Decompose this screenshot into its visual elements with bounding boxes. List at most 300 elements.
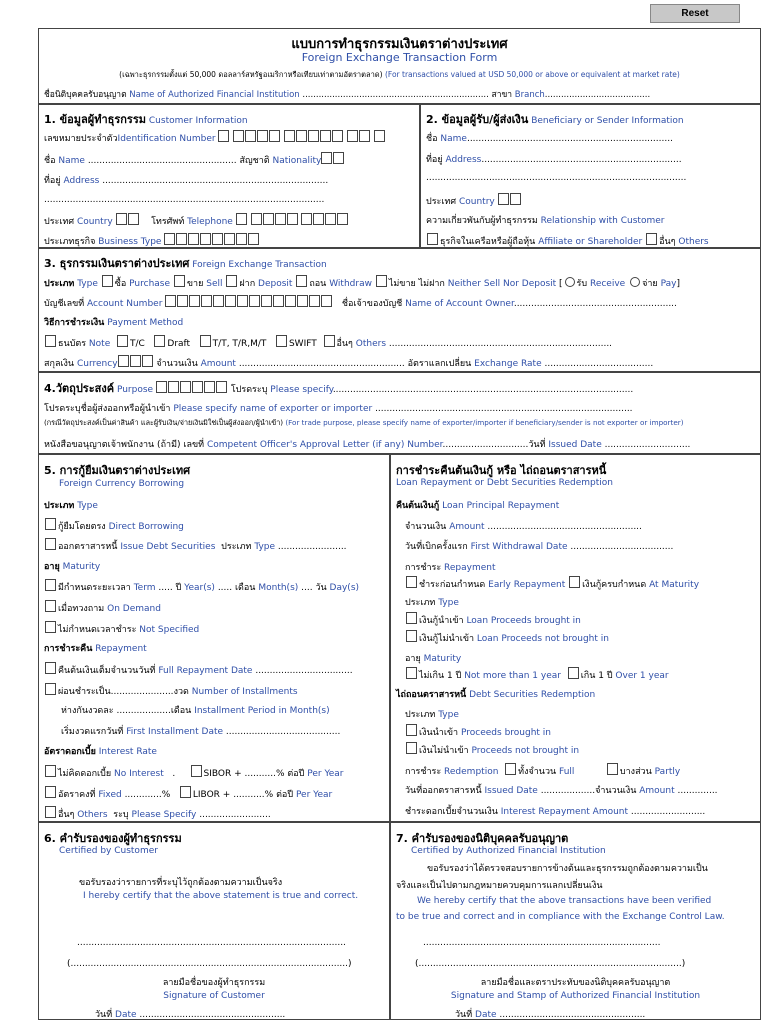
label-text: SWIFT xyxy=(288,339,317,349)
repayment-label xyxy=(44,641,147,655)
label-text: เริ่มงวดแรกวันที่ xyxy=(61,727,124,737)
label-text: ที่อยู่ xyxy=(44,176,61,186)
label-text: 2. ข้อมูลผู้รับ/ผู้ส่งเงิน xyxy=(426,113,529,126)
section-7-title: 7. คำรับรองของนิติบุคคลรับอนุญาต xyxy=(396,832,569,845)
customer-name-line[interactable]: (.................................................................................................) xyxy=(67,959,352,969)
digit-box[interactable] xyxy=(188,233,199,245)
label-text: อื่นๆ xyxy=(659,237,676,247)
label-text: Account Number xyxy=(87,299,163,309)
digit-box[interactable] xyxy=(233,130,244,142)
beneficiary-address-field[interactable]: ที่อยู่ Address...................................................................... xyxy=(426,155,682,165)
label-text: เงินกู้นำเข้า xyxy=(419,616,464,626)
label-text: อื่นๆ xyxy=(58,810,75,820)
digit-box[interactable] xyxy=(374,130,385,142)
debt-redemption-label xyxy=(396,687,595,701)
digit-box[interactable] xyxy=(333,152,344,164)
digit-box[interactable] xyxy=(200,233,211,245)
section-purpose xyxy=(38,372,761,454)
section-fx-transaction xyxy=(38,248,761,372)
label-text: ไม่กำหนดเวลาชำระ xyxy=(58,625,137,635)
digit-box[interactable] xyxy=(332,130,343,142)
checkbox[interactable] xyxy=(45,683,56,695)
label-text: รับ xyxy=(576,279,588,289)
label-text: Please specify xyxy=(270,385,333,395)
digit-box[interactable] xyxy=(275,213,286,225)
section-beneficiary-info xyxy=(420,104,761,248)
checkbox[interactable] xyxy=(406,630,417,642)
label-text: Maturity xyxy=(62,562,101,572)
interest-other-option[interactable]: อื่นๆ Others ระบุ Please Specify ......................... xyxy=(44,806,271,821)
affiliate-checkbox[interactable] xyxy=(427,233,438,245)
label-text: Direct Borrowing xyxy=(108,522,184,532)
beneficiary-address-line2[interactable]: ........................................................................................... xyxy=(426,173,687,183)
radio-button[interactable] xyxy=(630,277,640,287)
label-text: เดือน xyxy=(170,706,192,716)
institution-signature-label-en: Signature and Stamp of Authorized Financial Institution xyxy=(450,991,701,1001)
label-text: Branch xyxy=(514,90,545,100)
label-text: Number of Installments xyxy=(191,687,298,697)
customer-signature-label-th: ลายมือชื่อของผู้ทำธุรกรรม xyxy=(162,978,266,988)
form-title-en: Foreign Exchange Transaction Form xyxy=(301,51,498,64)
term-option[interactable]: มีกำหนดระยะเวลา Term ..... ปี Year(s) ..... เดือน Month(s) .... วัน Day(s) xyxy=(44,579,359,594)
label-text: Purpose xyxy=(116,385,154,395)
purpose-field[interactable]: 4.วัตถุประสงค์ Purpose โปรดระบุ Please specify......................................................................................................... xyxy=(44,382,634,395)
first-installment-field[interactable]: เริ่มงวดแรกวันที่ First Installment Date ........................................ xyxy=(61,727,341,737)
direct-borrowing-option[interactable] xyxy=(44,518,184,533)
label-text: เมื่อทวงถาม xyxy=(58,604,105,614)
label-text: First Withdrawal Date xyxy=(470,542,568,552)
reset-button[interactable]: Reset xyxy=(650,4,740,23)
label-text: Day(s) xyxy=(329,583,360,593)
label-text: Customer Information xyxy=(148,116,248,126)
digit-box[interactable] xyxy=(142,355,153,367)
label-text: อัตราแลกเปลี่ยน xyxy=(407,359,472,369)
label-text: ชื่อ xyxy=(426,134,438,144)
label-text: No Interest xyxy=(113,769,164,779)
checkbox[interactable] xyxy=(276,335,287,347)
label-text: Relationship with Customer xyxy=(540,216,665,226)
label-text: Proceeds brought in xyxy=(461,728,551,738)
checkbox[interactable] xyxy=(406,576,417,588)
institution-statement-en-1: We hereby certify that the above transactions have been verified xyxy=(417,896,712,906)
label-text: Repayment xyxy=(95,644,147,654)
label-text: ซื้อ xyxy=(114,279,127,289)
section-6-title-en: Certified by Customer xyxy=(59,846,158,856)
maturity-label xyxy=(44,559,100,573)
label-text: Fixed xyxy=(98,790,122,800)
label-text: Proceeds not brought in xyxy=(471,746,580,756)
on-demand-option[interactable] xyxy=(44,600,161,615)
checkbox[interactable] xyxy=(191,765,202,777)
label-text: Type xyxy=(438,598,459,608)
digit-box[interactable] xyxy=(236,233,247,245)
digit-box[interactable] xyxy=(498,193,509,205)
label-text: ประเภท xyxy=(221,542,252,552)
label-text: ขาย xyxy=(186,279,204,289)
digit-box[interactable] xyxy=(308,130,319,142)
digit-box[interactable] xyxy=(347,130,358,142)
label-text: ธนบัตร xyxy=(58,339,87,349)
label-text: ชำระดอกเบี้ยจำนวนเงิน xyxy=(405,807,498,817)
digit-box[interactable] xyxy=(224,233,235,245)
label-text: ชื่อนิติบุคคลรับอนุญาต xyxy=(44,90,127,100)
label-text: ธุรกิจในเครือหรือผู้ถือหุ้น xyxy=(440,237,536,247)
customer-signature-line[interactable]: .............................................................................................. xyxy=(77,938,346,948)
section-5-title: 5. การกู้ยืมเงินตราต่างประเทศ xyxy=(44,464,191,477)
issued-date-amount-field[interactable]: วันที่ออกตราสารหนี้ Issued Date ...................จำนวนเงิน Amount .............. xyxy=(405,786,718,796)
label-text: ฝาก xyxy=(239,279,256,289)
label-text: T/C xyxy=(129,339,145,349)
relationship-label xyxy=(426,213,664,227)
label-text: Competent Officer's Approval Letter (if any) Number xyxy=(206,440,443,450)
label-text: % ต่อปี xyxy=(275,769,305,779)
label-text: Per Year xyxy=(295,790,333,800)
business-type-field[interactable] xyxy=(44,233,260,248)
digit-box[interactable] xyxy=(248,233,259,245)
digit-box[interactable] xyxy=(285,295,296,307)
form-header xyxy=(38,28,761,104)
digit-box[interactable] xyxy=(213,295,224,307)
checkbox[interactable] xyxy=(45,538,56,550)
checkbox[interactable] xyxy=(607,763,618,775)
borrowing-type-label xyxy=(44,498,98,512)
label-text: Others xyxy=(355,339,387,349)
label-text: อัตราคงที่ xyxy=(58,790,96,800)
label-text: Per Year xyxy=(307,769,344,779)
label-text: Date xyxy=(115,1010,137,1020)
label-text: Loan Proceeds not brought in xyxy=(476,634,609,644)
checkbox[interactable] xyxy=(45,765,56,777)
label-text: Sell xyxy=(206,279,223,289)
label-text: จำนวนเงิน xyxy=(405,522,447,532)
digit-box[interactable] xyxy=(309,295,320,307)
label-text: Draft xyxy=(167,339,191,349)
payment-method-label xyxy=(44,315,183,329)
label-text: Not more than 1 year xyxy=(464,671,561,681)
digit-box[interactable] xyxy=(297,295,308,307)
customer-address-field[interactable]: ที่อยู่ Address ............................................................................... xyxy=(44,176,329,186)
label-text: จำนวนเงิน xyxy=(595,786,637,796)
digit-box[interactable] xyxy=(225,295,236,307)
label-text: กู้ยืมโดยตรง xyxy=(58,522,106,532)
label-text: เงินนำเข้า xyxy=(419,728,459,738)
checkbox[interactable] xyxy=(117,335,128,347)
label-text: Over 1 year xyxy=(615,671,669,681)
id-number-field[interactable] xyxy=(44,130,386,145)
digit-box[interactable] xyxy=(269,130,280,142)
digit-box[interactable] xyxy=(189,295,200,307)
digit-box[interactable] xyxy=(320,130,331,142)
label-text: Issue Debt Securities xyxy=(120,542,216,552)
label-text: Installment Period in Month(s) xyxy=(194,706,330,716)
label-text: Name of Account Owner xyxy=(405,299,514,309)
checkbox[interactable] xyxy=(102,275,113,287)
label-text: ไม่ขาย ไม่ฝาก xyxy=(388,279,445,289)
digit-box[interactable] xyxy=(116,213,127,225)
checkbox[interactable] xyxy=(296,275,307,287)
digit-box[interactable] xyxy=(130,355,141,367)
label-text: Year(s) xyxy=(184,583,215,593)
digit-box[interactable] xyxy=(296,130,307,142)
digit-box[interactable] xyxy=(510,193,521,205)
institution-field[interactable]: ชื่อนิติบุคคลรับอนุญาต Name of Authorized Financial Institution ..................................................................... สาขา Branch....................................... xyxy=(44,90,651,100)
not-specified-option[interactable] xyxy=(44,621,199,636)
label-text: Address xyxy=(63,176,100,186)
digit-box[interactable] xyxy=(176,233,187,245)
digit-box[interactable] xyxy=(321,295,332,307)
label-text: Loan Proceeds brought in xyxy=(466,616,581,626)
label-text: เดือน xyxy=(234,583,256,593)
approval-letter-field[interactable]: หนังสือขอนุญาตเจ้าพนักงาน (ถ้ามี) เลขที่ Competent Officer's Approval Letter (if any) Number..............................วันที่ Issued Date .............................. xyxy=(44,440,691,450)
label-text: Amount xyxy=(200,359,236,369)
customer-signature-label-en: Signature of Customer xyxy=(163,991,265,1001)
checkbox[interactable] xyxy=(45,335,56,347)
checkbox[interactable] xyxy=(406,724,417,736)
label-text: At Maturity xyxy=(649,580,700,590)
digit-box[interactable] xyxy=(257,130,268,142)
label-text: ปี xyxy=(175,583,182,593)
label-text: ไถ่ถอนตราสารหนี้ xyxy=(396,690,467,700)
label-text: มีกำหนดระยะเวลา xyxy=(58,583,131,593)
label-text: Partly xyxy=(654,767,681,777)
label-text: Name of Authorized Financial Institution xyxy=(129,90,300,100)
loan-not-brought-in-option[interactable] xyxy=(405,630,609,645)
customer-date-field[interactable]: วันที่ Date ................................................... xyxy=(95,1010,286,1020)
checkbox[interactable] xyxy=(324,335,335,347)
checkbox[interactable] xyxy=(200,335,211,347)
checkbox[interactable] xyxy=(406,742,417,754)
institution-name-line[interactable]: (............................................................................................) xyxy=(415,959,686,969)
interest-row-2[interactable]: อัตราคงที่ Fixed .............% LIBOR + ...........% ต่อปี Per Year xyxy=(44,786,332,801)
full-repayment-option[interactable]: คืนต้นเงินเต็มจำนวนวันที่ Full Repayment Date .................................. xyxy=(44,662,353,677)
label-text: (For trade purpose, please specify name of exporter/importer if beneficiary/sender is not exporter or importer) xyxy=(285,418,684,427)
label-text: วัน xyxy=(315,583,327,593)
threshold-note xyxy=(39,69,760,81)
digit-box[interactable] xyxy=(156,381,167,393)
checkbox[interactable] xyxy=(569,576,580,588)
interest-repayment-field[interactable]: ชำระดอกเบี้ยจำนวนเงิน Interest Repayment Amount .......................... xyxy=(405,807,706,817)
currency-amount-field[interactable]: สกุลเงิน Currency จำนวนเงิน Amount .......................................................... อัตราแลกเปลี่ยน Exchange Rate ...................................... xyxy=(44,355,653,370)
loan-maturity-label xyxy=(405,651,461,665)
label-text: โปรดระบุชื่อผู้ส่งออกหรือผู้นำเข้า xyxy=(44,404,171,414)
label-text: เกิน 1 ปี xyxy=(580,671,613,681)
proceeds-not-brought-in-option[interactable] xyxy=(405,742,579,757)
digit-box[interactable] xyxy=(237,295,248,307)
digit-box[interactable] xyxy=(165,295,176,307)
label-text: ความเกี่ยวพันกับผู้ทำธุรกรรม xyxy=(426,216,538,226)
label-text: T/T, T/R,M/T xyxy=(212,339,267,349)
label-text: Name xyxy=(440,134,467,144)
label-text: จำนวนเงิน xyxy=(156,359,198,369)
digit-box[interactable] xyxy=(118,355,129,367)
digit-box[interactable] xyxy=(212,233,223,245)
installment-period-field[interactable]: ห่างกันงวดละ ...................เดือน Installment Period in Month(s) xyxy=(61,706,330,716)
digit-box[interactable] xyxy=(251,213,262,225)
digit-box[interactable] xyxy=(284,130,295,142)
trade-purpose-note xyxy=(44,418,684,429)
label-text: ประเภท xyxy=(44,501,75,511)
label-text: Business Type xyxy=(98,237,162,247)
institution-signature-label-th: ลายมือชื่อและตราประทับของนิติบุคคลรับอนุญาต xyxy=(480,978,671,988)
digit-box[interactable] xyxy=(177,295,188,307)
digit-box[interactable] xyxy=(204,381,215,393)
label-text: Repayment xyxy=(444,563,496,573)
label-text: ประเทศ xyxy=(44,217,75,227)
label-text: บัญชีเลขที่ xyxy=(44,299,85,309)
digit-box[interactable] xyxy=(337,213,348,225)
label-text: วิธีการชำระเงิน xyxy=(44,318,105,328)
institution-date-field[interactable]: วันที่ Date ................................................... xyxy=(455,1010,646,1020)
digit-box[interactable] xyxy=(180,381,191,393)
digit-box[interactable] xyxy=(218,130,229,142)
section-borrowing xyxy=(38,454,390,822)
checkbox[interactable] xyxy=(45,621,56,633)
customer-country-field[interactable] xyxy=(44,213,349,228)
label-text: สาขา xyxy=(491,90,513,100)
digit-box[interactable] xyxy=(164,233,175,245)
label-text: การชำระ xyxy=(405,563,442,573)
label-text: ประเภท xyxy=(44,279,75,289)
label-text: คืนต้นเงินกู้ xyxy=(396,501,440,511)
label-text: วันที่ xyxy=(455,1010,473,1020)
section-1-title xyxy=(44,110,248,128)
label-text: Deposit xyxy=(258,279,293,289)
label-text: 3. ธุรกรรมเงินตราต่างประเทศ xyxy=(44,257,190,270)
interest-row-1[interactable]: ไม่คิดดอกเบี้ย No Interest . SIBOR + ...........% ต่อปี Per Year xyxy=(44,765,344,780)
digit-box[interactable] xyxy=(168,381,179,393)
repayment-timing-options[interactable] xyxy=(405,576,699,591)
label-text: Pay xyxy=(660,279,677,289)
label-text: ระบุ xyxy=(113,810,129,820)
label-text: วันที่ xyxy=(528,440,546,450)
section-institution-certification xyxy=(390,822,761,1020)
loan-maturity-options[interactable] xyxy=(405,667,669,682)
label-text: ถอน xyxy=(309,279,327,289)
label-text: สัญชาติ xyxy=(239,156,270,166)
digit-box[interactable] xyxy=(321,152,332,164)
label-text: Telephone xyxy=(187,217,233,227)
checkbox[interactable] xyxy=(226,275,237,287)
label-text: Please Specify xyxy=(131,810,197,820)
radio-button[interactable] xyxy=(565,277,575,287)
customer-address-line2[interactable]: .................................................................................................. xyxy=(44,195,325,205)
digit-box[interactable] xyxy=(201,295,212,307)
label-text: อายุ xyxy=(405,654,421,664)
transaction-type-row[interactable]: ประเภท Type ซื้อ Purchase ขาย Sell ฝาก Deposit ถอน Withdraw ไม่ขาย ไม่ฝาก Neither Sell Nor Deposit [ รับ Receive จ่าย Pay] xyxy=(44,275,680,290)
checkbox[interactable] xyxy=(45,662,56,674)
checkbox[interactable] xyxy=(154,335,165,347)
digit-box[interactable] xyxy=(325,213,336,225)
label-text: ห่างกันงวดละ xyxy=(61,706,114,716)
label-text: On Demand xyxy=(107,604,161,614)
label-text: Type xyxy=(77,501,98,511)
first-withdrawal-field[interactable]: วันที่เบิกครั้งแรก First Withdrawal Date .................................... xyxy=(405,542,674,552)
proceeds-brought-in-option[interactable] xyxy=(405,724,551,739)
label-text: Issued Date xyxy=(548,440,602,450)
label-text: Foreign Exchange Transaction xyxy=(192,260,327,270)
digit-box[interactable] xyxy=(249,295,260,307)
label-text: ชื่อเจ้าของบัญชี xyxy=(341,299,403,309)
label-text: Neither Sell Nor Deposit xyxy=(447,279,557,289)
label-text: จ่าย xyxy=(642,279,658,289)
label-text: Term xyxy=(133,583,156,593)
checkbox[interactable] xyxy=(45,518,56,530)
checkbox[interactable] xyxy=(406,612,417,624)
digit-box[interactable] xyxy=(192,381,203,393)
issue-debt-option[interactable]: ออกตราสารหนี้ Issue Debt Securities ประเภท Type ........................ xyxy=(44,538,347,553)
label-text: วันที่เบิกครั้งแรก xyxy=(405,542,468,552)
digit-box[interactable] xyxy=(313,213,324,225)
label-text: Withdraw xyxy=(329,279,372,289)
relationship-options[interactable] xyxy=(426,233,709,248)
beneficiary-country-field[interactable] xyxy=(426,193,522,208)
payment-method-options[interactable]: ธนบัตร Note T/C Draft T/T, T/R,M/T SWIFT อื่นๆ Others .............................................................................. xyxy=(44,335,612,350)
customer-name-field[interactable]: ชื่อ Name .................................................... สัญชาติ Nationality xyxy=(44,152,345,167)
checkbox[interactable] xyxy=(45,786,56,798)
label-text: อายุ xyxy=(44,562,60,572)
checkbox[interactable] xyxy=(406,667,417,679)
digit-box[interactable] xyxy=(236,213,247,225)
digit-box[interactable] xyxy=(128,213,139,225)
checkbox[interactable] xyxy=(376,275,387,287)
label-text: Payment Method xyxy=(107,318,184,328)
checkbox[interactable] xyxy=(180,786,191,798)
institution-signature-line[interactable]: ................................................................................... xyxy=(423,938,661,948)
beneficiary-name-field[interactable]: ชื่อ Name........................................................................ xyxy=(426,134,673,144)
digit-box[interactable] xyxy=(287,213,298,225)
label-text: ทั้งจำนวน xyxy=(518,767,557,777)
checkbox[interactable] xyxy=(568,667,579,679)
label-text: (For transactions valued at USD 50,000 or above or equivalent at market rate) xyxy=(384,70,680,79)
label-text: Full xyxy=(559,767,575,777)
digit-box[interactable] xyxy=(273,295,284,307)
label-text: ชำระก่อนกำหนด xyxy=(419,580,486,590)
label-text: เงินกู้ครบกำหนด xyxy=(582,580,647,590)
checkbox[interactable] xyxy=(505,763,516,775)
digit-box[interactable] xyxy=(359,130,370,142)
checkbox[interactable] xyxy=(174,275,185,287)
digit-box[interactable] xyxy=(245,130,256,142)
label-text: Date xyxy=(475,1010,497,1020)
installment-option[interactable]: ผ่อนชำระเป็น......................งวด Number of Installments xyxy=(44,683,298,698)
loan-amount-field[interactable]: จำนวนเงิน Amount ...................................................... xyxy=(405,522,642,532)
label-text: วันที่ออกตราสารหนี้ xyxy=(405,786,482,796)
exporter-importer-field[interactable]: โปรดระบุชื่อผู้ส่งออกหรือผู้นำเข้า Please specify name of exporter or importer .......................................................................................... xyxy=(44,404,633,414)
checkbox[interactable] xyxy=(45,579,56,591)
customer-statement-th: ขอรับรองว่ารายการที่ระบุไว้ถูกต้องตามความเป็นจริง xyxy=(79,878,283,888)
label-text: ออกตราสารหนี้ xyxy=(58,542,118,552)
form-title-th: แบบการทำธุรกรรมเงินตราต่างประเทศ xyxy=(291,37,508,52)
digit-box[interactable] xyxy=(301,213,312,225)
checkbox[interactable] xyxy=(45,600,56,612)
digit-box[interactable] xyxy=(261,295,272,307)
loan-type-label xyxy=(405,595,459,609)
label-text: Redemption xyxy=(444,767,499,777)
digit-box[interactable] xyxy=(263,213,274,225)
label-text: 4.วัตถุประสงค์ xyxy=(44,382,115,395)
other-relationship-checkbox[interactable] xyxy=(646,233,657,245)
digit-box[interactable] xyxy=(216,381,227,393)
label-text: Address xyxy=(445,155,482,165)
institution-statement-en-2: to be true and correct and in compliance with the Exchange Control Law. xyxy=(396,912,725,922)
label-text: บางส่วน xyxy=(619,767,652,777)
account-number-field[interactable]: บัญชีเลขที่ Account Number ชื่อเจ้าของบัญชี Name of Account Owner......................................................... xyxy=(44,295,677,310)
redemption-options[interactable] xyxy=(405,763,680,778)
label-text: Early Repayment xyxy=(488,580,566,590)
checkbox[interactable] xyxy=(45,806,56,818)
label-text: ที่อยู่ xyxy=(426,155,443,165)
loan-brought-in-option[interactable] xyxy=(405,612,581,627)
